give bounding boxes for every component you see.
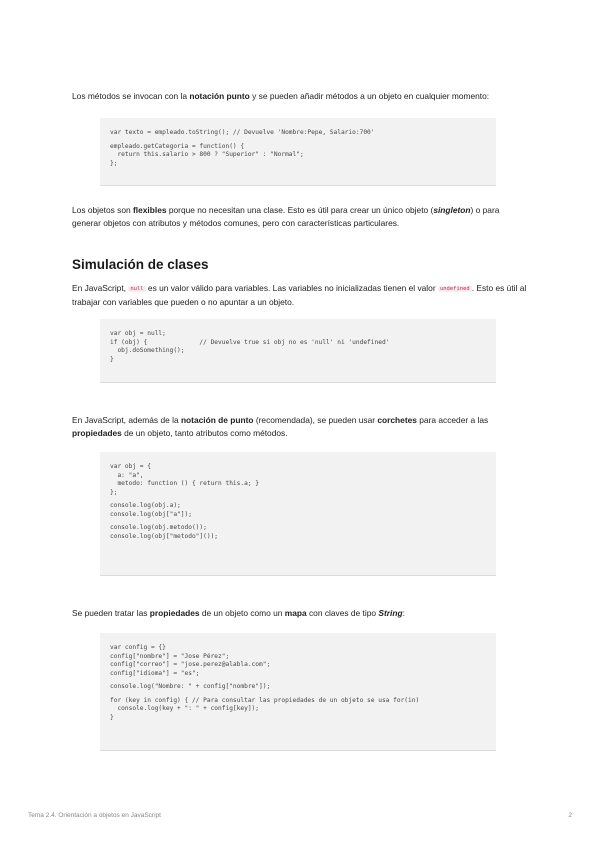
code-line: for (key in config) { // Para consultar las propiedades de un objeto se usa for(in): [110, 696, 420, 704]
bold-text: propiedades: [149, 608, 200, 618]
text: Los objetos son: [72, 205, 133, 215]
text: ) o para generar objetos con atributos y métodos comunes, pero con características particulares.: [72, 205, 500, 228]
code-block-config-map: [100, 633, 496, 751]
code-line: console.log(obj["metodo"]());: [110, 532, 219, 540]
code-line: a: "a",: [110, 471, 144, 479]
text: Se pueden tratar las: [72, 608, 150, 618]
code-block-brackets: [100, 452, 496, 576]
text: En JavaScript,: [72, 283, 129, 293]
code-line: }: [110, 713, 114, 721]
text: es un valor válido para variables. Las variables no inicializadas tienen el valor: [145, 283, 438, 293]
text: de un objeto como un: [199, 608, 285, 618]
code-line: if (obj) { // Devuelve true si obj no es 'null' ni 'undefined': [110, 338, 390, 346]
bold-text: propiedades: [72, 428, 122, 438]
code-line: var config = {}: [110, 644, 166, 651]
code-block-tostring: [100, 118, 496, 186]
text: (recomendada), se pueden usar: [253, 415, 378, 425]
code-line: }: [110, 355, 114, 363]
code-line: config["correo"] = "jose.perez@alabla.com";: [110, 661, 271, 668]
text: con claves de tipo: [306, 608, 379, 618]
text: y se pueden añadir métodos a un objeto en cualquier momento:: [249, 91, 490, 101]
bold-text: notación de punto: [180, 415, 254, 425]
paragraph-map-properties: [72, 607, 528, 620]
code-line: return this.salario > 800 ? "Superior" : "Normal";: [110, 151, 304, 158]
code-line: empleado.getCategoria = function() {: [110, 142, 245, 150]
code-line: var obj = null;: [110, 330, 166, 337]
bold-text: corchetes: [377, 415, 417, 425]
code-line: console.log("Nombre: " + config["nombre"]);: [110, 683, 271, 690]
footer-title: Tema 2.4. Orientación a objetos en JavaScript: [28, 812, 161, 819]
text: de un objeto, tanto atributos como métodos.: [121, 428, 288, 438]
code-line: metodo: function () { return this.a; }: [110, 480, 260, 487]
bold-text: flexibles: [133, 205, 167, 215]
text: En JavaScript, además de la: [72, 415, 181, 425]
section-heading: Simulación de clases: [72, 257, 209, 272]
bold-italic-text: String: [378, 608, 403, 618]
paragraph-invoke-methods: [72, 90, 528, 103]
text: . Esto es útil al trabajar con variables que pueden o no apuntar a un objeto.: [72, 283, 527, 307]
code-line: };: [110, 159, 118, 167]
code-line: config["idioma"] = "es";: [110, 669, 200, 677]
code-line: };: [110, 488, 118, 496]
inline-code: null: [130, 286, 144, 292]
text: :: [402, 608, 405, 618]
code-line: var texto = empleado.toString(); // Devuelve 'Nombre:Pepe, Salario:700': [110, 129, 375, 136]
bold-text: notación punto: [189, 91, 250, 101]
text: porque no necesitan una clase. Esto es útil para crear un único objeto (: [166, 205, 434, 215]
paragraph-null-values: [72, 282, 528, 309]
code-line: var obj = {: [110, 463, 151, 470]
code-block-null: [100, 319, 496, 383]
text: para acceder a las: [416, 415, 489, 425]
code-line: console.log(obj.metodo());: [110, 524, 207, 531]
paragraph-flexible-objects: [72, 204, 528, 230]
page-number: 2: [568, 812, 572, 819]
code-line: console.log(obj["a"]);: [110, 510, 192, 518]
text: Los métodos se invocan con la: [72, 91, 190, 101]
inline-code: undefined: [439, 286, 470, 292]
bold-text: mapa: [284, 608, 307, 618]
code-line: config["nombre"] = "Jose Pérez";: [110, 652, 230, 660]
code-line: console.log(obj.a);: [110, 502, 181, 509]
code-line: console.log(key + ": " + config[key]);: [110, 705, 260, 712]
code-line: obj.doSomething();: [110, 347, 185, 354]
bold-italic-text: singleton: [433, 205, 471, 215]
paragraph-bracket-notation: [72, 414, 528, 440]
